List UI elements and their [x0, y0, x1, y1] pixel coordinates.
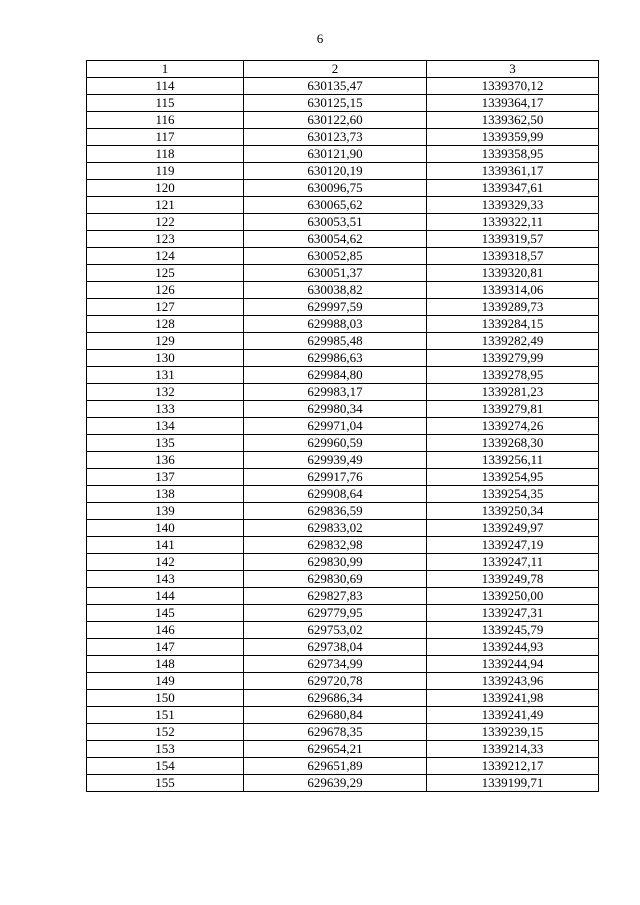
cell-point-number: 126: [87, 282, 244, 299]
cell-y-coordinate: 1339314,06: [427, 282, 599, 299]
cell-point-number: 145: [87, 605, 244, 622]
cell-x-coordinate: 629680,84: [244, 707, 427, 724]
table-row: [87, 112, 599, 129]
cell-y-coordinate: 1339254,35: [427, 486, 599, 503]
cell-y-coordinate: 1339329,33: [427, 197, 599, 214]
cell-y-coordinate: 1339359,99: [427, 129, 599, 146]
cell-y-coordinate: 1339289,73: [427, 299, 599, 316]
table-row: [87, 367, 599, 384]
page-number: 6: [316, 31, 324, 46]
table-row: [87, 197, 599, 214]
table-row: [87, 469, 599, 486]
table-row: [87, 95, 599, 112]
cell-x-coordinate: 629917,76: [244, 469, 427, 486]
cell-y-coordinate: 1339214,33: [427, 741, 599, 758]
table-row: [87, 129, 599, 146]
cell-point-number: 142: [87, 554, 244, 571]
cell-x-coordinate: 629827,83: [244, 588, 427, 605]
cell-y-coordinate: 1339281,23: [427, 384, 599, 401]
coordinates-table: [86, 60, 599, 792]
cell-x-coordinate: 630125,15: [244, 95, 427, 112]
cell-y-coordinate: 1339243,96: [427, 673, 599, 690]
cell-point-number: 135: [87, 435, 244, 452]
cell-point-number: 136: [87, 452, 244, 469]
cell-x-coordinate: 629908,64: [244, 486, 427, 503]
cell-x-coordinate: 629734,99: [244, 656, 427, 673]
table-row: [87, 503, 599, 520]
cell-point-number: 128: [87, 316, 244, 333]
cell-y-coordinate: 1339241,49: [427, 707, 599, 724]
table-row: [87, 673, 599, 690]
cell-x-coordinate: 629832,98: [244, 537, 427, 554]
cell-y-coordinate: 1339358,95: [427, 146, 599, 163]
cell-x-coordinate: 629980,34: [244, 401, 427, 418]
cell-x-coordinate: 630065,62: [244, 197, 427, 214]
cell-y-coordinate: 1339278,95: [427, 367, 599, 384]
cell-point-number: 121: [87, 197, 244, 214]
cell-point-number: 119: [87, 163, 244, 180]
cell-x-coordinate: 629678,35: [244, 724, 427, 741]
cell-x-coordinate: 630122,60: [244, 112, 427, 129]
cell-point-number: 153: [87, 741, 244, 758]
cell-point-number: 132: [87, 384, 244, 401]
cell-point-number: 139: [87, 503, 244, 520]
cell-y-coordinate: 1339244,93: [427, 639, 599, 656]
cell-x-coordinate: 629971,04: [244, 418, 427, 435]
cell-y-coordinate: 1339268,30: [427, 435, 599, 452]
cell-point-number: 152: [87, 724, 244, 741]
table-row: [87, 656, 599, 673]
cell-point-number: 124: [87, 248, 244, 265]
table-row: [87, 537, 599, 554]
cell-point-number: 115: [87, 95, 244, 112]
cell-y-coordinate: 1339247,31: [427, 605, 599, 622]
table-row: [87, 724, 599, 741]
cell-point-number: 148: [87, 656, 244, 673]
cell-x-coordinate: 629960,59: [244, 435, 427, 452]
cell-point-number: 138: [87, 486, 244, 503]
cell-x-coordinate: 629651,89: [244, 758, 427, 775]
cell-x-coordinate: 630054,62: [244, 231, 427, 248]
cell-y-coordinate: 1339284,15: [427, 316, 599, 333]
cell-y-coordinate: 1339274,26: [427, 418, 599, 435]
table-row: [87, 605, 599, 622]
cell-point-number: 149: [87, 673, 244, 690]
table-row: [87, 758, 599, 775]
column-header-y: 3: [427, 61, 599, 78]
table-row: [87, 571, 599, 588]
column-header-x: 2: [244, 61, 427, 78]
cell-y-coordinate: 1339282,49: [427, 333, 599, 350]
cell-x-coordinate: 629983,17: [244, 384, 427, 401]
cell-y-coordinate: 1339347,61: [427, 180, 599, 197]
cell-y-coordinate: 1339250,00: [427, 588, 599, 605]
cell-y-coordinate: 1339247,19: [427, 537, 599, 554]
cell-y-coordinate: 1339199,71: [427, 775, 599, 792]
cell-x-coordinate: 630053,51: [244, 214, 427, 231]
table-row: [87, 486, 599, 503]
cell-y-coordinate: 1339279,99: [427, 350, 599, 367]
cell-y-coordinate: 1339362,50: [427, 112, 599, 129]
table-row: [87, 299, 599, 316]
cell-y-coordinate: 1339320,81: [427, 265, 599, 282]
cell-x-coordinate: 629830,69: [244, 571, 427, 588]
cell-x-coordinate: 630096,75: [244, 180, 427, 197]
cell-x-coordinate: 630121,90: [244, 146, 427, 163]
cell-point-number: 154: [87, 758, 244, 775]
cell-x-coordinate: 629939,49: [244, 452, 427, 469]
cell-x-coordinate: 629720,78: [244, 673, 427, 690]
cell-point-number: 150: [87, 690, 244, 707]
cell-x-coordinate: 629988,03: [244, 316, 427, 333]
cell-x-coordinate: 629738,04: [244, 639, 427, 656]
cell-point-number: 144: [87, 588, 244, 605]
table-row: [87, 146, 599, 163]
table-row: [87, 333, 599, 350]
cell-point-number: 114: [87, 78, 244, 95]
cell-point-number: 118: [87, 146, 244, 163]
cell-point-number: 137: [87, 469, 244, 486]
table-row: [87, 588, 599, 605]
cell-x-coordinate: 629997,59: [244, 299, 427, 316]
table-row: [87, 163, 599, 180]
cell-point-number: 140: [87, 520, 244, 537]
coordinates-table-body: [87, 61, 599, 792]
cell-x-coordinate: 629753,02: [244, 622, 427, 639]
cell-point-number: 125: [87, 265, 244, 282]
table-row: [87, 78, 599, 95]
table-row: [87, 401, 599, 418]
table-row: [87, 248, 599, 265]
cell-y-coordinate: 1339249,97: [427, 520, 599, 537]
cell-x-coordinate: 630038,82: [244, 282, 427, 299]
cell-y-coordinate: 1339322,11: [427, 214, 599, 231]
cell-x-coordinate: 629984,80: [244, 367, 427, 384]
cell-point-number: 129: [87, 333, 244, 350]
table-row: [87, 707, 599, 724]
cell-x-coordinate: 629654,21: [244, 741, 427, 758]
cell-y-coordinate: 1339318,57: [427, 248, 599, 265]
table-row: [87, 690, 599, 707]
cell-point-number: 123: [87, 231, 244, 248]
cell-y-coordinate: 1339247,11: [427, 554, 599, 571]
cell-x-coordinate: 630120,19: [244, 163, 427, 180]
cell-y-coordinate: 1339249,78: [427, 571, 599, 588]
cell-point-number: 134: [87, 418, 244, 435]
table-row: [87, 282, 599, 299]
cell-point-number: 143: [87, 571, 244, 588]
table-row: [87, 231, 599, 248]
cell-x-coordinate: 629986,63: [244, 350, 427, 367]
table-row: [87, 435, 599, 452]
table-row: [87, 265, 599, 282]
cell-point-number: 130: [87, 350, 244, 367]
cell-x-coordinate: 630051,37: [244, 265, 427, 282]
cell-y-coordinate: 1339212,17: [427, 758, 599, 775]
cell-x-coordinate: 629985,48: [244, 333, 427, 350]
column-header-point-number: 1: [87, 61, 244, 78]
table-row: [87, 350, 599, 367]
cell-y-coordinate: 1339244,94: [427, 656, 599, 673]
cell-point-number: 155: [87, 775, 244, 792]
table-row: [87, 384, 599, 401]
cell-y-coordinate: 1339250,34: [427, 503, 599, 520]
cell-y-coordinate: 1339256,11: [427, 452, 599, 469]
cell-point-number: 151: [87, 707, 244, 724]
cell-point-number: 117: [87, 129, 244, 146]
cell-point-number: 122: [87, 214, 244, 231]
cell-y-coordinate: 1339319,57: [427, 231, 599, 248]
table-row: [87, 741, 599, 758]
cell-x-coordinate: 629686,34: [244, 690, 427, 707]
table-row: [87, 622, 599, 639]
cell-x-coordinate: 629830,99: [244, 554, 427, 571]
cell-y-coordinate: 1339361,17: [427, 163, 599, 180]
cell-y-coordinate: 1339241,98: [427, 690, 599, 707]
cell-y-coordinate: 1339239,15: [427, 724, 599, 741]
cell-y-coordinate: 1339364,17: [427, 95, 599, 112]
cell-y-coordinate: 1339254,95: [427, 469, 599, 486]
cell-point-number: 147: [87, 639, 244, 656]
table-row: [87, 316, 599, 333]
table-row: [87, 775, 599, 792]
table-row: [87, 180, 599, 197]
table-row: [87, 639, 599, 656]
cell-x-coordinate: 629836,59: [244, 503, 427, 520]
cell-x-coordinate: 629639,29: [244, 775, 427, 792]
cell-point-number: 141: [87, 537, 244, 554]
cell-y-coordinate: 1339279,81: [427, 401, 599, 418]
cell-point-number: 131: [87, 367, 244, 384]
cell-x-coordinate: 630135,47: [244, 78, 427, 95]
cell-point-number: 116: [87, 112, 244, 129]
table-row: [87, 554, 599, 571]
table-row: [87, 418, 599, 435]
table-row: [87, 520, 599, 537]
cell-y-coordinate: 1339370,12: [427, 78, 599, 95]
table-header-row: [87, 61, 599, 78]
cell-point-number: 133: [87, 401, 244, 418]
cell-y-coordinate: 1339245,79: [427, 622, 599, 639]
table-row: [87, 452, 599, 469]
cell-point-number: 146: [87, 622, 244, 639]
cell-x-coordinate: 630123,73: [244, 129, 427, 146]
table-row: [87, 214, 599, 231]
cell-point-number: 127: [87, 299, 244, 316]
cell-x-coordinate: 630052,85: [244, 248, 427, 265]
cell-x-coordinate: 629779,95: [244, 605, 427, 622]
cell-x-coordinate: 629833,02: [244, 520, 427, 537]
cell-point-number: 120: [87, 180, 244, 197]
